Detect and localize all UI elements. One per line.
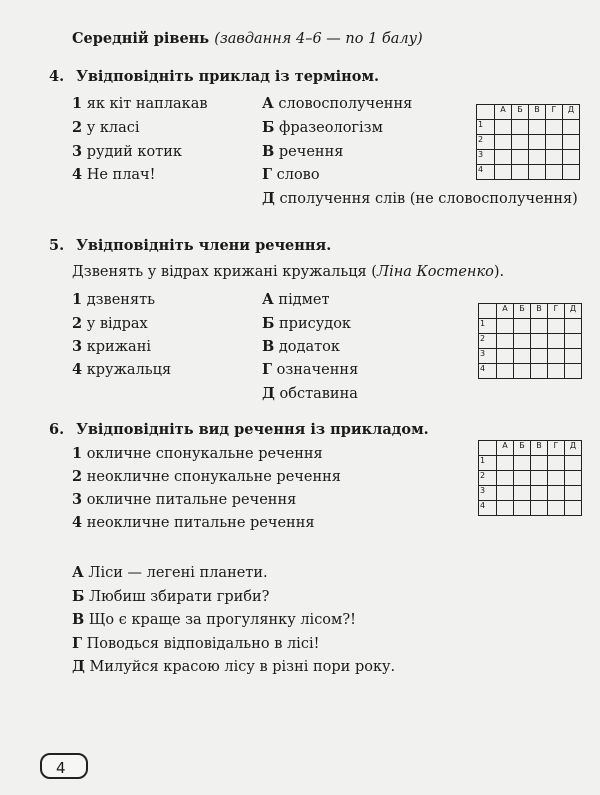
grid-answer-cell[interactable] bbox=[565, 349, 582, 364]
grid-answer-cell[interactable] bbox=[531, 486, 548, 501]
grid-answer-cell[interactable] bbox=[497, 364, 514, 379]
option-text: неокличне питальне речення bbox=[86, 515, 315, 531]
answer-text: означення bbox=[276, 362, 359, 378]
option-text: рудий котик bbox=[86, 144, 182, 160]
option-text: дзвенять bbox=[86, 292, 156, 308]
grid-row-number: 4 bbox=[479, 364, 497, 379]
grid-column-letter: А bbox=[495, 105, 512, 120]
grid-answer-cell[interactable] bbox=[495, 120, 512, 135]
option-text: кружальця bbox=[86, 362, 172, 378]
task-6-title bbox=[49, 421, 589, 438]
grid-answer-cell[interactable] bbox=[565, 319, 582, 334]
answer-b bbox=[262, 315, 351, 332]
grid-answer-cell[interactable] bbox=[514, 486, 531, 501]
answer-letter: Г bbox=[72, 635, 83, 652]
grid-row-number: 2 bbox=[477, 135, 495, 150]
answer-a bbox=[262, 291, 330, 308]
grid-column-letter: Б bbox=[514, 441, 531, 456]
answer-text: речення bbox=[278, 144, 344, 160]
answer-letter: Б bbox=[262, 315, 275, 332]
task-number: 4. bbox=[49, 68, 65, 85]
grid-answer-cell[interactable] bbox=[531, 319, 548, 334]
option-number: 1 bbox=[72, 95, 83, 112]
option-4 bbox=[72, 361, 171, 378]
grid-row-number: 3 bbox=[479, 486, 497, 501]
grid-row-number: 1 bbox=[479, 319, 497, 334]
grid-answer-cell[interactable] bbox=[514, 501, 531, 516]
answer-g bbox=[72, 635, 319, 652]
grid-answer-cell[interactable] bbox=[546, 120, 563, 135]
grid-answer-cell[interactable] bbox=[548, 319, 565, 334]
answer-letter: Б bbox=[72, 588, 85, 605]
grid-answer-cell[interactable] bbox=[565, 486, 582, 501]
grid-answer-cell[interactable] bbox=[529, 135, 546, 150]
answer-letter: Б bbox=[262, 119, 275, 136]
answer-letter: Г bbox=[262, 361, 273, 378]
grid-row-number: 2 bbox=[479, 334, 497, 349]
grid-column-letter: Б bbox=[514, 304, 531, 319]
answer-text: Ліси — легені планети. bbox=[88, 565, 268, 581]
answer-v bbox=[262, 338, 340, 355]
answer-grid-task-4[interactable] bbox=[476, 104, 580, 180]
grid-row-number: 1 bbox=[477, 120, 495, 135]
answer-v bbox=[262, 143, 343, 160]
grid-answer-cell[interactable] bbox=[514, 456, 531, 471]
option-number: 4 bbox=[72, 361, 83, 378]
sentence-author: Ліна Костенко bbox=[376, 264, 494, 280]
option-3 bbox=[72, 143, 182, 160]
answer-letter: Д bbox=[72, 658, 85, 675]
option-1 bbox=[72, 95, 208, 112]
answer-text: Любиш збирати гриби? bbox=[89, 589, 270, 605]
option-1 bbox=[72, 445, 323, 462]
grid-row-number: 3 bbox=[479, 349, 497, 364]
option-text: крижані bbox=[86, 339, 151, 355]
grid-row bbox=[479, 349, 582, 364]
grid-answer-cell[interactable] bbox=[548, 486, 565, 501]
grid-answer-cell[interactable] bbox=[529, 165, 546, 180]
grid-answer-cell[interactable] bbox=[531, 501, 548, 516]
grid-row bbox=[477, 135, 580, 150]
answer-grid-task-5[interactable] bbox=[478, 303, 582, 379]
answer-letter: А bbox=[262, 291, 274, 308]
answer-text: Поводься відповідально в лісі! bbox=[86, 636, 320, 652]
grid-header-row bbox=[479, 304, 582, 319]
grid-answer-cell[interactable] bbox=[514, 319, 531, 334]
grid-answer-cell[interactable] bbox=[565, 501, 582, 516]
task-title-text: Увідповідніть приклад із терміном. bbox=[76, 68, 380, 85]
option-number: 2 bbox=[72, 119, 83, 136]
grid-answer-cell[interactable] bbox=[548, 364, 565, 379]
grid-row bbox=[479, 456, 582, 471]
option-text: окличне питальне речення bbox=[86, 492, 297, 508]
grid-row bbox=[477, 120, 580, 135]
option-4 bbox=[72, 166, 155, 183]
grid-answer-cell[interactable] bbox=[497, 471, 514, 486]
grid-column-letter: Г bbox=[548, 441, 565, 456]
grid-corner-cell bbox=[479, 441, 497, 456]
grid-answer-cell[interactable] bbox=[565, 471, 582, 486]
grid-row bbox=[479, 486, 582, 501]
grid-answer-cell[interactable] bbox=[565, 334, 582, 349]
answer-text: присудок bbox=[279, 316, 351, 332]
option-number: 3 bbox=[72, 491, 83, 508]
answer-d bbox=[262, 190, 578, 207]
grid-answer-cell[interactable] bbox=[563, 150, 580, 165]
option-3 bbox=[72, 338, 151, 355]
grid-answer-cell[interactable] bbox=[548, 471, 565, 486]
answer-g bbox=[262, 361, 358, 378]
task-5-title bbox=[49, 237, 589, 254]
option-number: 2 bbox=[72, 468, 83, 485]
grid-row bbox=[479, 501, 582, 516]
option-number: 3 bbox=[72, 143, 83, 160]
page-number: 4 bbox=[40, 753, 88, 779]
grid-answer-cell[interactable] bbox=[497, 319, 514, 334]
grid-corner-cell bbox=[477, 105, 495, 120]
task-title-text: Увідповідніть члени речення. bbox=[76, 237, 332, 254]
grid-row-number: 4 bbox=[477, 165, 495, 180]
task-title-text: Увідповідніть вид речення із прикладом. bbox=[76, 421, 429, 438]
answer-b bbox=[262, 119, 383, 136]
task-number: 6. bbox=[49, 421, 65, 438]
answer-d bbox=[262, 385, 358, 402]
task-5-sentence: Дзвенять у відрах крижані кружальця (Ліна Костенко). bbox=[72, 264, 505, 280]
grid-row bbox=[479, 319, 582, 334]
grid-answer-cell[interactable] bbox=[497, 486, 514, 501]
option-1 bbox=[72, 291, 155, 308]
answer-text: слово bbox=[276, 167, 320, 183]
grid-column-letter: Д bbox=[565, 304, 582, 319]
grid-answer-cell[interactable] bbox=[514, 471, 531, 486]
grid-column-letter: Г bbox=[548, 304, 565, 319]
grid-answer-cell[interactable] bbox=[495, 150, 512, 165]
grid-header-row bbox=[479, 441, 582, 456]
grid-corner-cell bbox=[479, 304, 497, 319]
option-number: 3 bbox=[72, 338, 83, 355]
answer-letter: А bbox=[262, 95, 274, 112]
option-number: 4 bbox=[72, 514, 83, 531]
grid-answer-cell[interactable] bbox=[531, 334, 548, 349]
option-number: 1 bbox=[72, 291, 83, 308]
grid-answer-cell[interactable] bbox=[497, 501, 514, 516]
grid-answer-cell[interactable] bbox=[565, 456, 582, 471]
grid-answer-cell[interactable] bbox=[531, 471, 548, 486]
grid-row bbox=[479, 364, 582, 379]
grid-answer-cell[interactable] bbox=[514, 349, 531, 364]
grid-answer-cell[interactable] bbox=[514, 364, 531, 379]
answer-letter: В bbox=[72, 611, 85, 628]
answer-text: Милуйся красою лісу в різні пори року. bbox=[89, 659, 396, 675]
task-4-title bbox=[49, 68, 589, 85]
answer-letter: В bbox=[262, 338, 275, 355]
grid-header-row bbox=[477, 105, 580, 120]
answer-text: обставина bbox=[279, 386, 358, 402]
grid-answer-cell[interactable] bbox=[548, 501, 565, 516]
grid-answer-cell[interactable] bbox=[546, 135, 563, 150]
answer-d bbox=[72, 658, 395, 675]
option-number: 1 bbox=[72, 445, 83, 462]
answer-text: підмет bbox=[278, 292, 330, 308]
grid-answer-cell[interactable] bbox=[548, 456, 565, 471]
option-number: 2 bbox=[72, 315, 83, 332]
option-text: у відрах bbox=[86, 316, 148, 332]
grid-row bbox=[479, 471, 582, 486]
answer-letter: А bbox=[72, 564, 84, 581]
grid-row bbox=[479, 334, 582, 349]
grid-column-letter: А bbox=[497, 441, 514, 456]
option-3 bbox=[72, 491, 296, 508]
grid-answer-cell[interactable] bbox=[531, 349, 548, 364]
answer-letter: Г bbox=[262, 166, 273, 183]
option-text: у класі bbox=[86, 120, 140, 136]
grid-answer-cell[interactable] bbox=[512, 120, 529, 135]
option-text: Не плач! bbox=[86, 167, 156, 183]
grid-answer-cell[interactable] bbox=[497, 334, 514, 349]
grid-row bbox=[477, 150, 580, 165]
grid-answer-cell[interactable] bbox=[495, 165, 512, 180]
option-4 bbox=[72, 514, 315, 531]
answer-a bbox=[72, 564, 268, 581]
answer-text: Що є краще за прогулянку лісом?! bbox=[88, 612, 356, 628]
grid-answer-cell[interactable] bbox=[563, 120, 580, 135]
grid-answer-cell[interactable] bbox=[529, 150, 546, 165]
option-number: 4 bbox=[72, 166, 83, 183]
grid-answer-cell[interactable] bbox=[563, 165, 580, 180]
answer-text: додаток bbox=[278, 339, 340, 355]
section-header bbox=[72, 30, 423, 47]
answer-letter: В bbox=[262, 143, 275, 160]
option-2 bbox=[72, 315, 148, 332]
sentence-text: Дзвенять у відрах крижані кружальця bbox=[72, 264, 367, 280]
grid-column-letter: В bbox=[531, 304, 548, 319]
option-text: окличне спонукальне речення bbox=[86, 446, 323, 462]
grid-answer-cell[interactable] bbox=[529, 120, 546, 135]
level-title: Середній рівень bbox=[72, 30, 210, 47]
answer-v bbox=[72, 611, 356, 628]
grid-answer-cell[interactable] bbox=[531, 456, 548, 471]
task-number: 5. bbox=[49, 237, 65, 254]
option-text: неокличне спонукальне речення bbox=[86, 469, 341, 485]
grid-answer-cell[interactable] bbox=[512, 135, 529, 150]
option-2 bbox=[72, 119, 140, 136]
grid-answer-cell[interactable] bbox=[565, 364, 582, 379]
answer-b bbox=[72, 588, 269, 605]
answer-text: словосполучення bbox=[278, 96, 413, 112]
answer-letter: Д bbox=[262, 385, 275, 402]
grid-answer-cell[interactable] bbox=[548, 349, 565, 364]
grid-column-letter: Д bbox=[563, 105, 580, 120]
answer-grid-task-6[interactable] bbox=[478, 440, 582, 516]
grid-column-letter: В bbox=[531, 441, 548, 456]
grid-column-letter: Г bbox=[546, 105, 563, 120]
grid-row-number: 4 bbox=[479, 501, 497, 516]
grid-answer-cell[interactable] bbox=[548, 334, 565, 349]
grid-answer-cell[interactable] bbox=[512, 150, 529, 165]
grid-answer-cell[interactable] bbox=[531, 364, 548, 379]
answer-text: сполучення слів (не словосполучення) bbox=[279, 191, 578, 207]
answer-letter: Д bbox=[262, 190, 275, 207]
grid-answer-cell[interactable] bbox=[512, 165, 529, 180]
grid-answer-cell[interactable] bbox=[546, 150, 563, 165]
grid-row-number: 3 bbox=[477, 150, 495, 165]
grid-answer-cell[interactable] bbox=[497, 456, 514, 471]
answer-a bbox=[262, 95, 412, 112]
grid-answer-cell[interactable] bbox=[546, 165, 563, 180]
grid-row-number: 2 bbox=[479, 471, 497, 486]
grid-answer-cell[interactable] bbox=[563, 135, 580, 150]
answer-g bbox=[262, 166, 320, 183]
grid-row bbox=[477, 165, 580, 180]
grid-column-letter: Б bbox=[512, 105, 529, 120]
grid-answer-cell[interactable] bbox=[495, 135, 512, 150]
answer-text: фразеологізм bbox=[279, 120, 383, 136]
grid-answer-cell[interactable] bbox=[514, 334, 531, 349]
level-note: (завдання 4–6 — по 1 балу) bbox=[214, 31, 423, 47]
grid-answer-cell[interactable] bbox=[497, 349, 514, 364]
option-2 bbox=[72, 468, 341, 485]
grid-column-letter: В bbox=[529, 105, 546, 120]
grid-column-letter: Д bbox=[565, 441, 582, 456]
grid-column-letter: А bbox=[497, 304, 514, 319]
grid-row-number: 1 bbox=[479, 456, 497, 471]
option-text: як кіт наплакав bbox=[86, 96, 208, 112]
